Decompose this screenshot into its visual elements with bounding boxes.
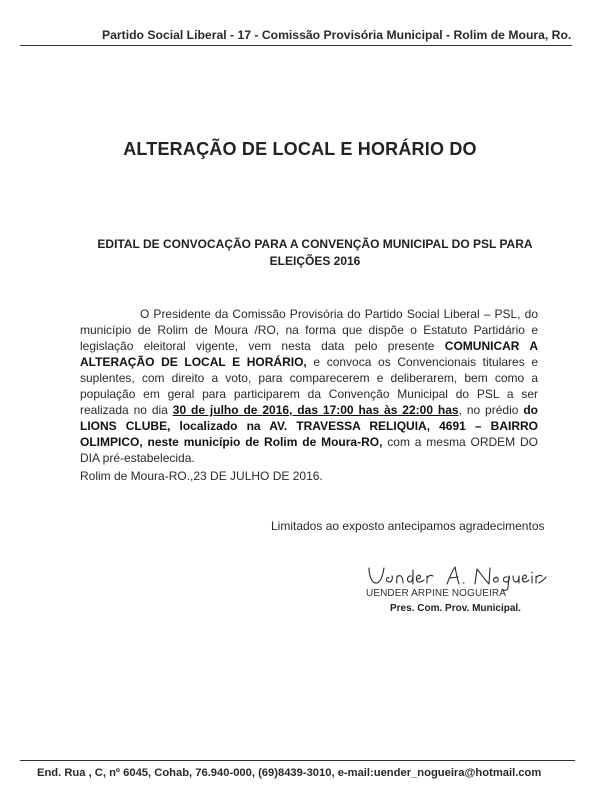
body-bold-location: do LIONS CLUBE, localizado na AV. TRAVESSA RELIQUIA, 4691 – BAIRRO OLIMPICO, neste município de Rolim de Moura-RO, (80, 403, 538, 449)
body-paragraph (80, 306, 538, 466)
body-bold-communicate: COMUNICAR A ALTERAÇÃO DE LOCAL E HORÁRIO, (80, 339, 539, 369)
body-convocation-text: e convoca os Convencionais titulares e suplentes, com direito a voto, para comparecerem e deliberarem, bem como a população em geral para participarem da Convenção Municipal do PSL a ser realizada no dia (80, 355, 539, 417)
body-intro-text: O Presidente da Comissão Provisória do Partido Social Liberal – PSL, do município de Rolim de Moura /RO, na forma que dispõe o Estatuto Partidário e legislação eleitoral vigente, vem nesta data pelo presente (80, 307, 538, 353)
subtitle-line-2: ELEIÇÕES 2016 (269, 254, 361, 268)
footer-divider (20, 760, 575, 761)
place-and-date: Rolim de Moura-RO.,23 DE JULHO DE 2016. (80, 469, 323, 483)
signer-name: UENDER ARPINE NOGUEIRA (366, 588, 507, 599)
body-date-time: 30 de julho de 2016, das 17:00 has às 22:00 has (172, 403, 459, 417)
signer-role: Pres. Com. Prov. Municipal. (390, 603, 521, 614)
body-closing-text: com a mesma ORDEM DO DIA pré-estabelecida. (80, 435, 538, 465)
body-building-text: , no prédio (458, 403, 524, 417)
closing-remark: Limitados ao exposto antecipamos agradecimentos (271, 519, 545, 533)
document-subtitle (95, 236, 535, 270)
subtitle-line-1: EDITAL DE CONVOCAÇÃO PARA A CONVENÇÃO MUNICIPAL DO PSL PARA (97, 237, 533, 251)
letterhead-text: Partido Social Liberal - 17 - Comissão Provisória Municipal - Rolim de Moura, Ro. (102, 28, 572, 42)
header-divider (20, 45, 572, 46)
document-title: ALTERAÇÃO DE LOCAL E HORÁRIO DO (123, 139, 477, 159)
footer-address: End. Rua , C, nº 6045, Cohab, 76.940-000, (69)8439-3010, e-mail:uender_nogueira@hotmail.com (37, 767, 542, 779)
